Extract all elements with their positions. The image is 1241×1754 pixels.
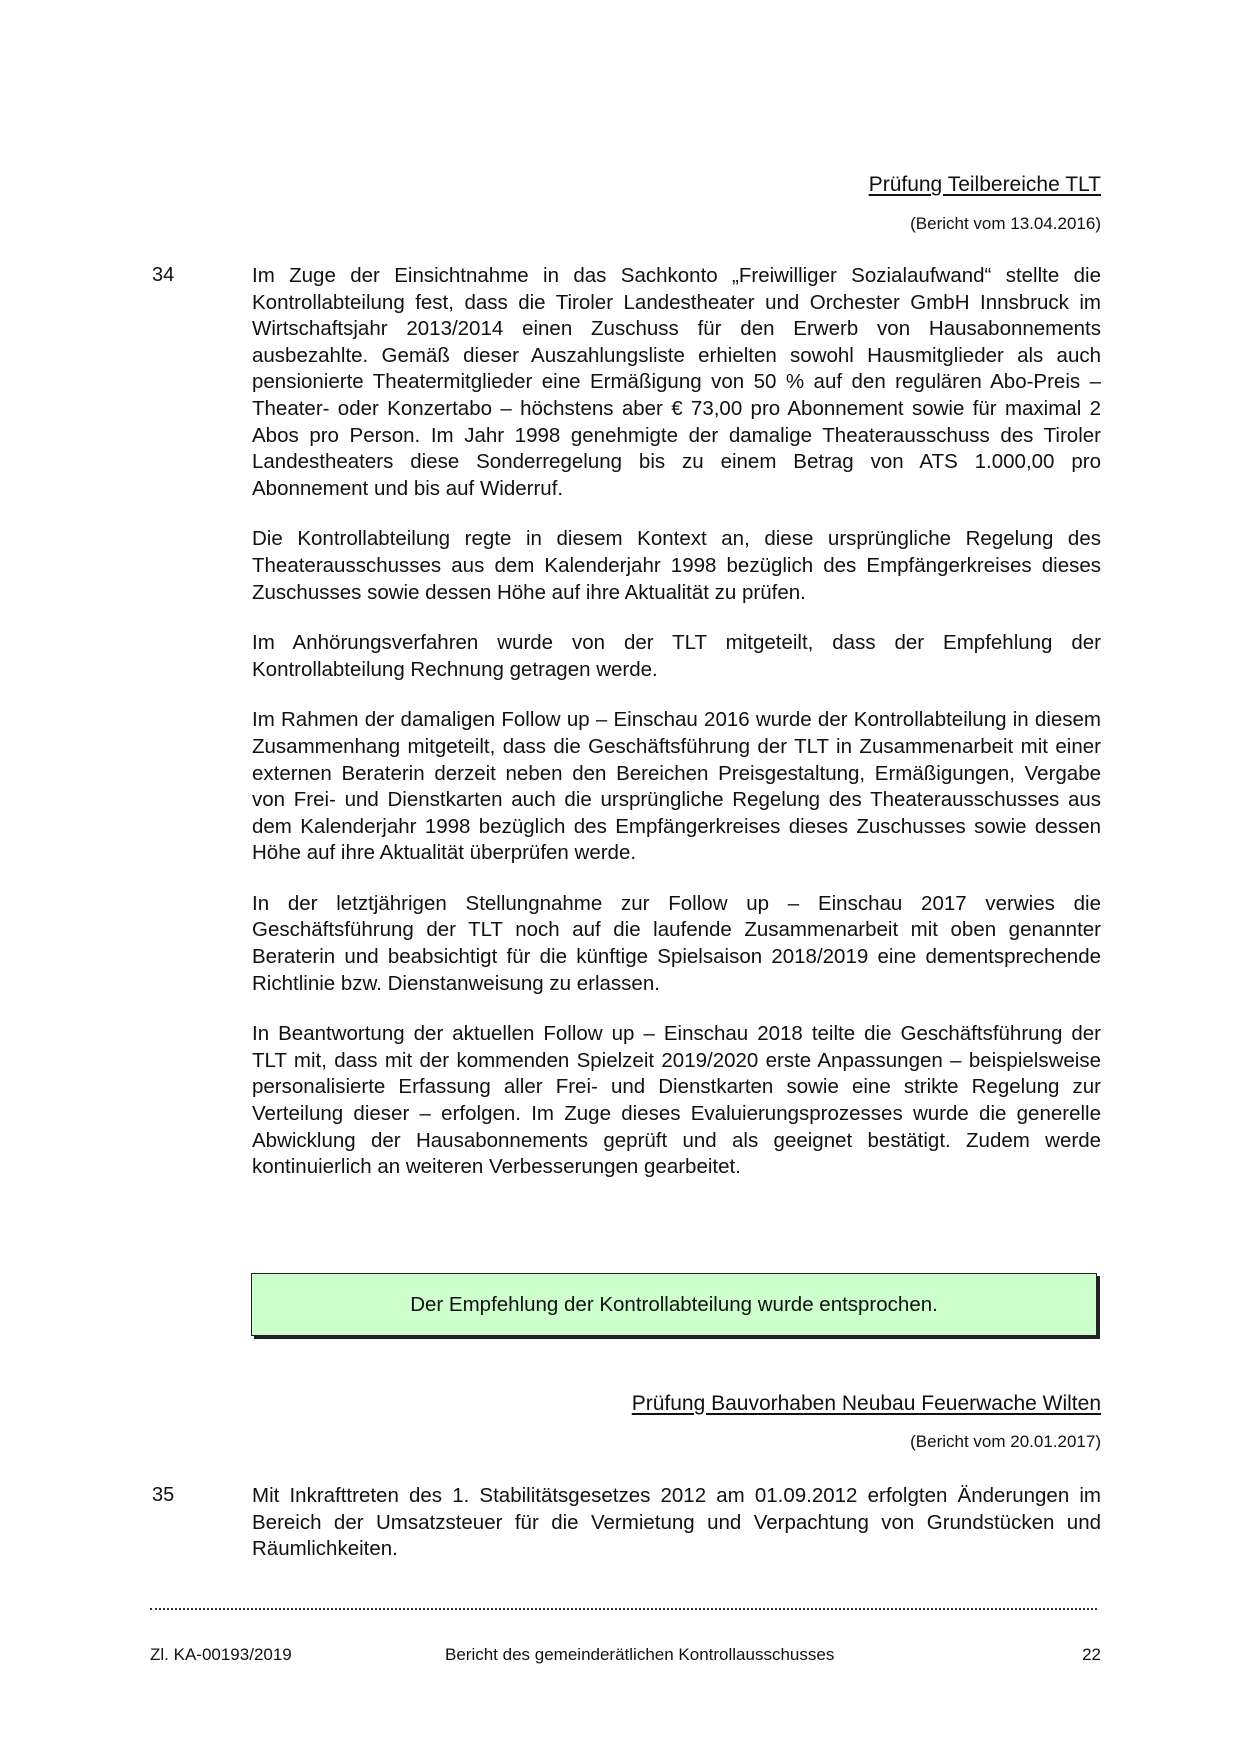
section-title-tlt: Prüfung Teilbereiche TLT [868, 173, 1101, 196]
item-number-34: 34 [152, 264, 175, 286]
paragraph: In Beantwortung der aktuellen Follow up – Einschau 2018 teilte die Geschäftsführung der TLT mit, dass mit der kommenden Spielzeit 2019/2020 erste Anpassungen – beispielsweise personalisierte Erfassung aller Frei- und Dienstkarten sowie eine strikte Regelung zur Verteilung dieser – erfolgen. Im Zuge dieses Evaluierungsprozesses wurde die generelle Abwicklung der Hausabonnements geprüft und als geeignet bestätigt. Zudem werde kontinuierlich an weiteren Verbesserungen gearbeitet. [252, 1022, 1101, 1179]
footer-page-number: 22 [1082, 1645, 1101, 1664]
paragraph: Mit Inkrafttreten des 1. Stabilitätsgesetzes 2012 am 01.09.2012 erfolgten Änderungen im Bereich der Umsatzsteuer für die Vermietung und Verpachtung von Grundstücken und Räumlichkeiten. [252, 1484, 1101, 1561]
section-title-feuerwache: Prüfung Bauvorhaben Neubau Feuerwache Wilten [631, 1392, 1101, 1415]
item-number-35: 35 [152, 1484, 175, 1506]
section-date-feuerwache: (Bericht vom 20.01.2017) [910, 1432, 1101, 1451]
paragraph: In der letztjährigen Stellungnahme zur Follow up – Einschau 2017 verwies die Geschäftsführung der TLT noch auf die laufende Zusammenarbeit mit oben genannter Beraterin und beabsichtigt für die künftige Spielsaison 2018/2019 eine dementsprechende Richtlinie bzw. Dienstanweisung zu erlassen. [252, 891, 1101, 995]
result-box [251, 1273, 1097, 1336]
paragraph: Im Zuge der Einsichtnahme in das Sachkonto „Freiwilliger Sozialaufwand“ stellte die Kontrollabteilung fest, dass die Tiroler Landestheater und Orchester GmbH Innsbruck im Wirtschaftsjahr 2013/2014 einen Zuschuss für den Erwerb von Hausabonnements ausbezahlte. Gemäß dieser Auszahlungsliste erhielten sowohl Hausmitglieder als auch pensionierte Theatermitglieder eine Ermäßigung von 50 % auf den regulären Abo-Preis – Theater- oder Konzertabo – höchstens aber € 73,00 pro Abonnement sowie für maximal 2 Abos pro Person. Im Jahr 1998 genehmigte der damalige Theaterausschuss des Tiroler Landestheaters diese Sonderregelung bis zu einem Betrag von ATS 1.000,00 pro Abonnement und bis auf Widerruf. [252, 264, 1101, 500]
item-34-body [252, 263, 1101, 1181]
item-35-body [252, 1483, 1101, 1563]
footer-reference: Zl. KA-00193/2019 [150, 1645, 292, 1664]
result-text: Der Empfehlung der Kontrollabteilung wurde entsprochen. [410, 1292, 938, 1316]
paragraph: Die Kontrollabteilung regte in diesem Kontext an, diese ursprüngliche Regelung des Theaterausschusses aus dem Kalenderjahr 1998 bezüglich des Empfängerkreises dieses Zuschusses sowie dessen Höhe auf ihre Aktualität zu prüfen. [252, 527, 1101, 604]
paragraph: Im Anhörungsverfahren wurde von der TLT mitgeteilt, dass der Empfehlung der Kontrollabteilung Rechnung getragen werde. [252, 631, 1101, 681]
section-date-tlt: (Bericht vom 13.04.2016) [910, 214, 1101, 233]
footer-report-title: Bericht des gemeinderätlichen Kontrollausschusses [445, 1645, 835, 1664]
paragraph: Im Rahmen der damaligen Follow up – Einschau 2016 wurde der Kontrollabteilung in diesem Zusammenhang mitgeteilt, dass die Geschäftsführung der TLT in Zusammenarbeit mit einer externen Beraterin derzeit neben den Bereichen Preisgestaltung, Ermäßigungen, Vergabe von Frei- und Dienstkarten auch die ursprüngliche Regelung des Theaterausschusses aus dem Kalenderjahr 1998 bezüglich des Empfängerkreises dieses Zuschusses sowie dessen Höhe auf ihre Aktualität überprüfen werde. [252, 708, 1101, 865]
footer-divider [150, 1608, 1097, 1610]
